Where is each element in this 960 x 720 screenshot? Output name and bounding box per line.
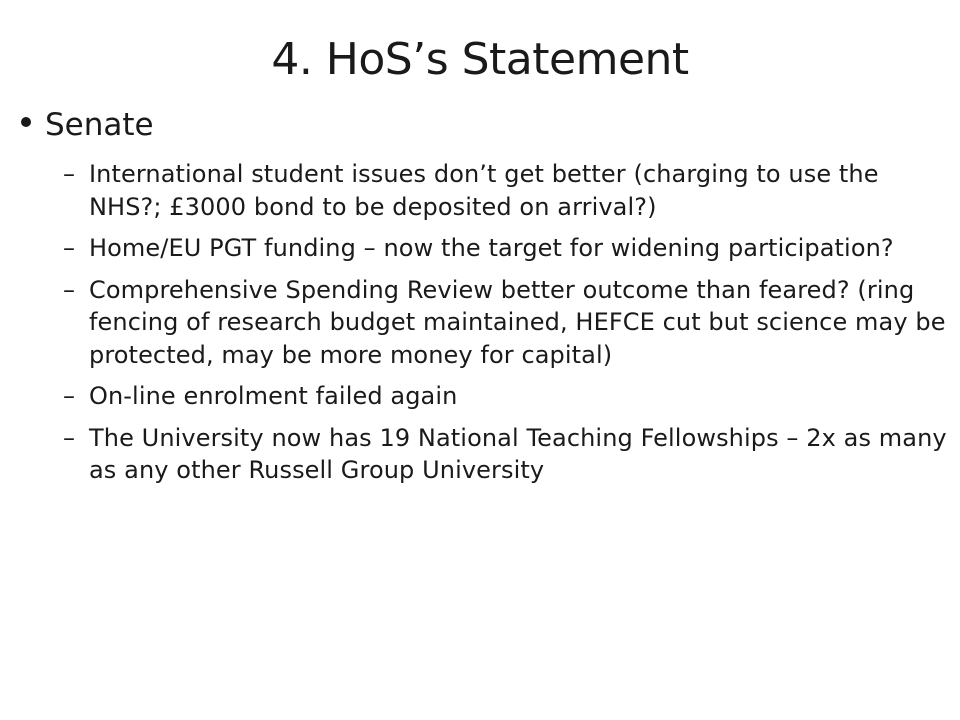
sub-bullet-item <box>0 380 960 413</box>
dash-icon: – <box>63 234 75 262</box>
sub-bullet-item <box>0 422 960 487</box>
dash-icon: – <box>63 160 75 188</box>
bullet-dot-icon <box>21 117 31 127</box>
sub-bullet-text: On-line enrolment failed again <box>89 382 458 410</box>
dash-icon: – <box>63 275 75 304</box>
dash-icon: – <box>63 382 75 410</box>
sub-bullet-text: Home/EU PGT funding – now the target for widening participation? <box>89 234 894 262</box>
sub-bullet-item <box>0 274 960 372</box>
slide-title: 4. HoS’s Statement <box>271 34 689 85</box>
sub-bullet-text: Comprehensive Spending Review better outcome than feared? (ring fencing of research budget maintained, HEFCE cut but science may be protected, may be more money for capital) <box>89 275 946 369</box>
dash-icon: – <box>63 423 75 452</box>
sub-bullet-list <box>0 158 960 496</box>
sub-bullet-item <box>0 158 960 223</box>
sub-bullet-item <box>0 232 960 265</box>
bullet-label: Senate <box>45 107 154 143</box>
sub-bullet-text: International student issues don’t get better (charging to use the NHS?; £3000 bond to be deposited on arrival?) <box>89 160 879 221</box>
sub-bullet-text: The University now has 19 National Teaching Fellowships – 2x as many as any other Russell Group University <box>89 423 947 484</box>
